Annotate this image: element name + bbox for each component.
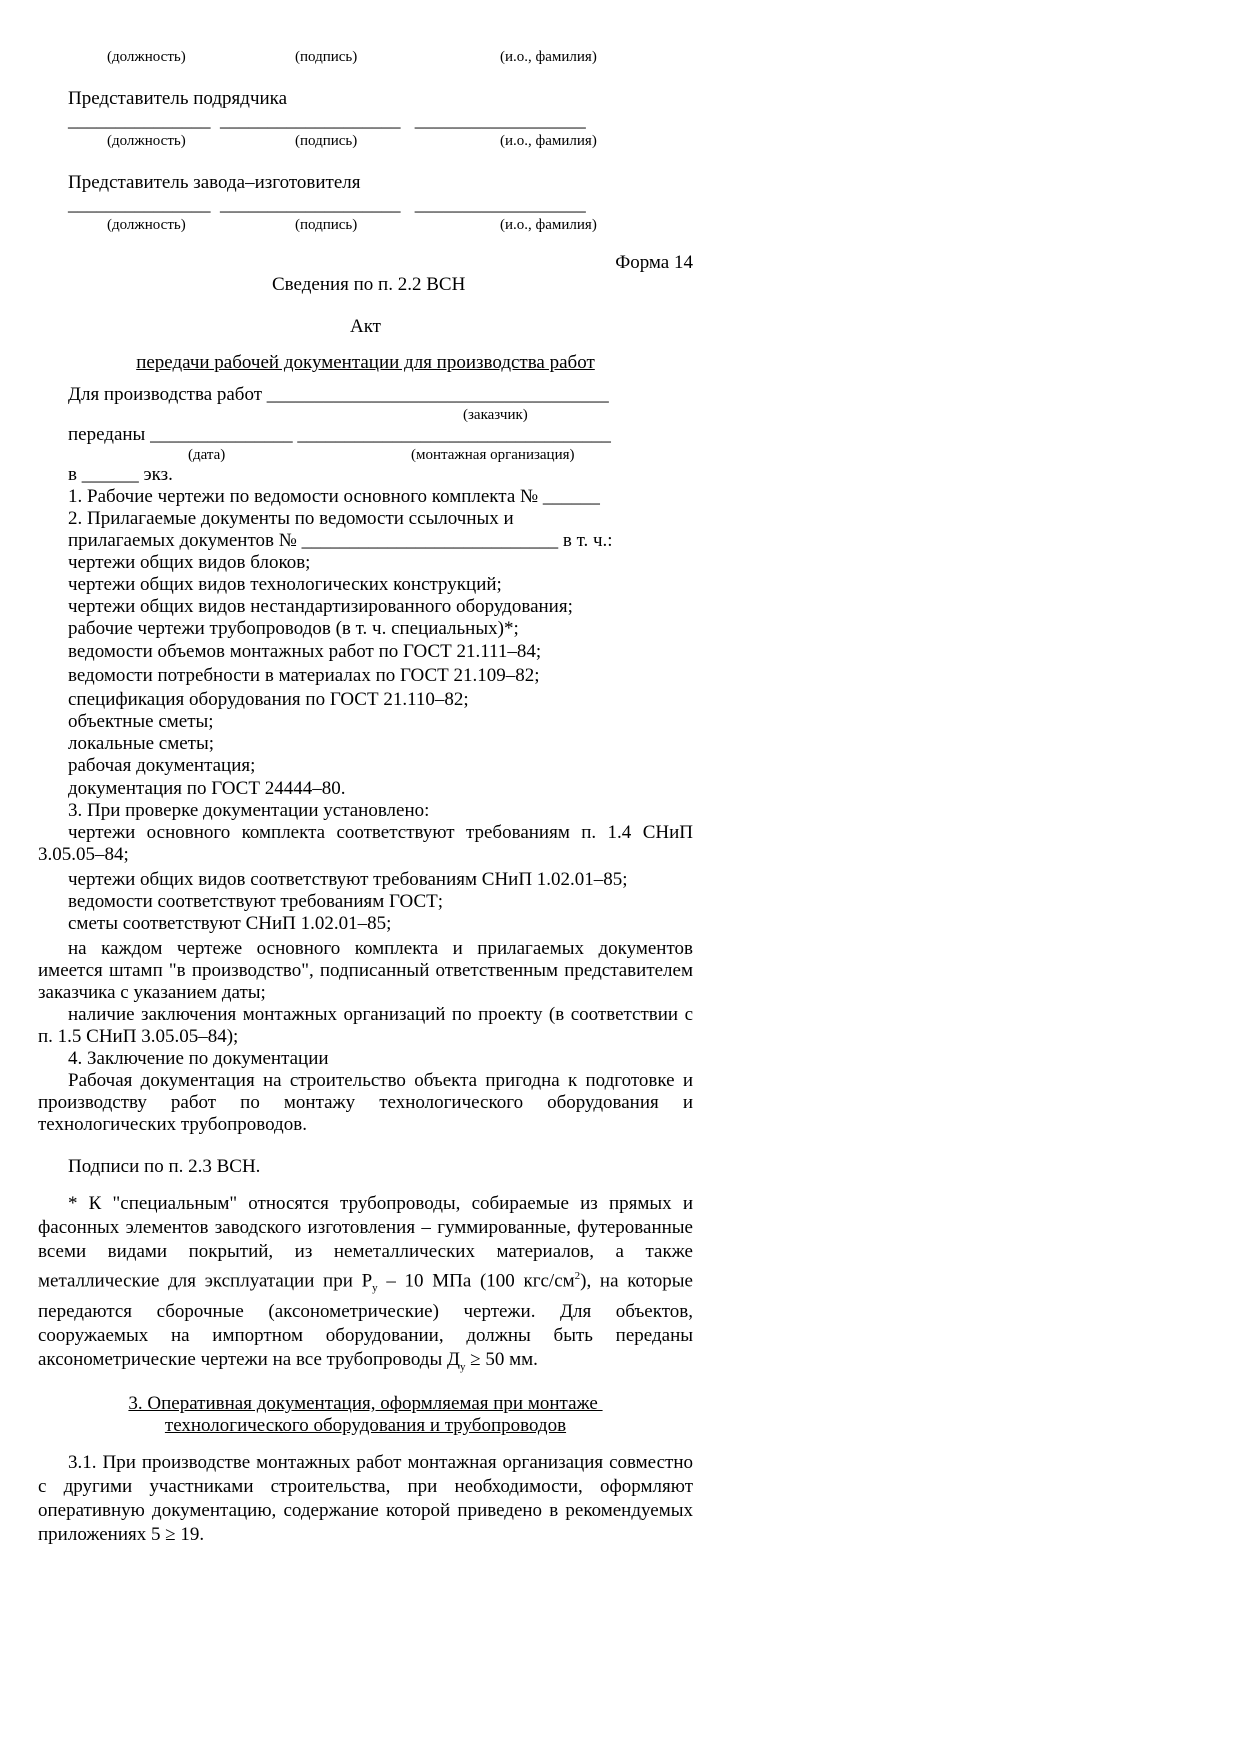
list-item: чертежи общих видов нестандартизированного оборудования; xyxy=(68,596,573,617)
contractor-label: Представитель подрядчика xyxy=(68,88,288,109)
check-paragraph: чертежи основного комплекта соответствуют требованиям п. 1.4 СНиП 3.05.05–84; xyxy=(38,822,693,865)
caption-name: (и.о., фамилия) xyxy=(500,217,597,233)
superscript: 2 xyxy=(574,1270,581,1282)
customer-caption: (заказчик) xyxy=(463,407,528,423)
handed-line: переданы _______________ _________________________________ xyxy=(68,424,611,445)
check-paragraph: чертежи общих видов соответствуют требованиям СНиП 1.02.01–85; xyxy=(68,869,628,890)
form-number: Форма 14 xyxy=(615,252,693,273)
document-body xyxy=(38,40,693,1547)
caption-position: (должность) xyxy=(107,133,186,149)
caption-position: (должность) xyxy=(107,49,186,65)
item-2-line-1: 2. Прилагаемые документы по ведомости ссылочных и xyxy=(68,508,514,529)
contractor-signature-line: _______________ ___________________ __________________ xyxy=(68,110,586,131)
subscript: у xyxy=(372,1282,378,1295)
form-reference: Сведения по п. 2.2 ВСН xyxy=(272,274,466,295)
item-2-line-2: прилагаемых документов № ___________________________ в т. ч.: xyxy=(68,530,613,551)
item-4: 4. Заключение по документации xyxy=(68,1048,329,1069)
section-heading xyxy=(38,1393,693,1415)
signatures-reference: Подписи по п. 2.3 ВСН. xyxy=(68,1156,261,1177)
customer-caption-row xyxy=(38,406,693,424)
act-title: Акт xyxy=(349,316,381,337)
for-work-line: Для производства работ ____________________________________ xyxy=(68,384,609,405)
caption-name: (и.о., фамилия) xyxy=(500,133,597,149)
item-1: 1. Рабочие чертежи по ведомости основного комплекта № ______ xyxy=(68,486,600,507)
list-item: рабочие чертежи трубопроводов (в т. ч. специальных)*; xyxy=(68,618,519,639)
list-item: документация по ГОСТ 24444–80. xyxy=(68,778,346,799)
footnote-part: ), на которые передаются сборочные (аксонометрические) чертежи. Для объектов, сооружаемых на импортном оборудовании, должны быть переданы аксонометрические чертежи на все трубопроводы Д xyxy=(38,1270,693,1371)
section-paragraph: 3.1. При производстве монтажных работ монтажная организация совместно с другими участниками строительства, при необходимости, оформляют оперативную документацию, содержание которой приведено в рекомендуемых приложениях 5 ≥ 19. xyxy=(38,1451,693,1545)
list-item: ведомости потребности в материалах по ГОСТ 21.109–82; xyxy=(68,665,540,686)
copies-line: в ______ экз. xyxy=(68,464,173,485)
footnote xyxy=(38,1192,693,1379)
section-heading xyxy=(38,1415,693,1437)
list-item: объектные сметы; xyxy=(68,711,214,732)
list-item: ведомости объемов монтажных работ по ГОСТ 21.111–84; xyxy=(68,641,542,662)
date-caption: (дата) xyxy=(188,447,226,463)
signature-captions xyxy=(38,216,693,234)
list-item: спецификация оборудования по ГОСТ 21.110–82; xyxy=(68,689,469,710)
conclusion-paragraph: Рабочая документация на строительство объекта пригодна к подготовке и производству работ по монтажу технологического оборудования и технологических трубопроводов. xyxy=(38,1070,693,1135)
signature-captions xyxy=(38,132,693,150)
manufacturer-label: Представитель завода–изготовителя xyxy=(68,172,361,193)
handed-captions-row xyxy=(38,446,693,464)
check-paragraph: сметы соответствуют СНиП 1.02.01–85; xyxy=(68,913,392,934)
check-paragraph: наличие заключения монтажных организаций по проекту (в соответствии с п. 1.5 СНиП 3.05.05–84); xyxy=(38,1004,693,1047)
footnote-part: – 10 МПа (100 кгс/см xyxy=(377,1270,575,1292)
act-subtitle-text: передачи рабочей документации для производства работ xyxy=(136,352,595,373)
signature-captions xyxy=(38,48,693,66)
list-item: рабочая документация; xyxy=(68,755,256,776)
caption-position: (должность) xyxy=(107,217,186,233)
list-item: чертежи общих видов блоков; xyxy=(68,552,311,573)
act-subtitle xyxy=(38,352,693,374)
list-item: локальные сметы; xyxy=(68,733,215,754)
check-paragraph: на каждом чертеже основного комплекта и прилагаемых документов имеется штамп "в производство", подписанный ответственным представителем заказчика с указанием даты; xyxy=(38,938,693,1003)
footnote-part: * К "специальным" относятся трубопроводы, собираемые из прямых и фасонных элементов заводского изготовления – гуммированные, футерованные всеми видами покрытий, из неметаллических материалов, а также металлические для эксплуатации при Р xyxy=(38,1193,693,1292)
footnote-part: ≥ 50 мм. xyxy=(465,1349,538,1371)
manufacturer-signature-line: _______________ ___________________ __________________ xyxy=(68,194,586,215)
section-heading-line-2: технологического оборудования и трубопроводов xyxy=(164,1414,567,1436)
list-item: чертежи общих видов технологических конструкций; xyxy=(68,574,502,595)
check-paragraph: ведомости соответствуют требованиям ГОСТ; xyxy=(68,891,444,912)
subscript: у xyxy=(459,1360,466,1373)
caption-signature: (подпись) xyxy=(295,217,358,233)
caption-signature: (подпись) xyxy=(295,49,358,65)
item-3: 3. При проверке документации установлено: xyxy=(68,800,430,821)
section-heading-line-1: 3. Оперативная документация, оформляемая при монтаже xyxy=(128,1392,603,1414)
caption-signature: (подпись) xyxy=(295,133,358,149)
caption-name: (и.о., фамилия) xyxy=(500,49,597,65)
org-caption: (монтажная организация) xyxy=(411,447,575,463)
